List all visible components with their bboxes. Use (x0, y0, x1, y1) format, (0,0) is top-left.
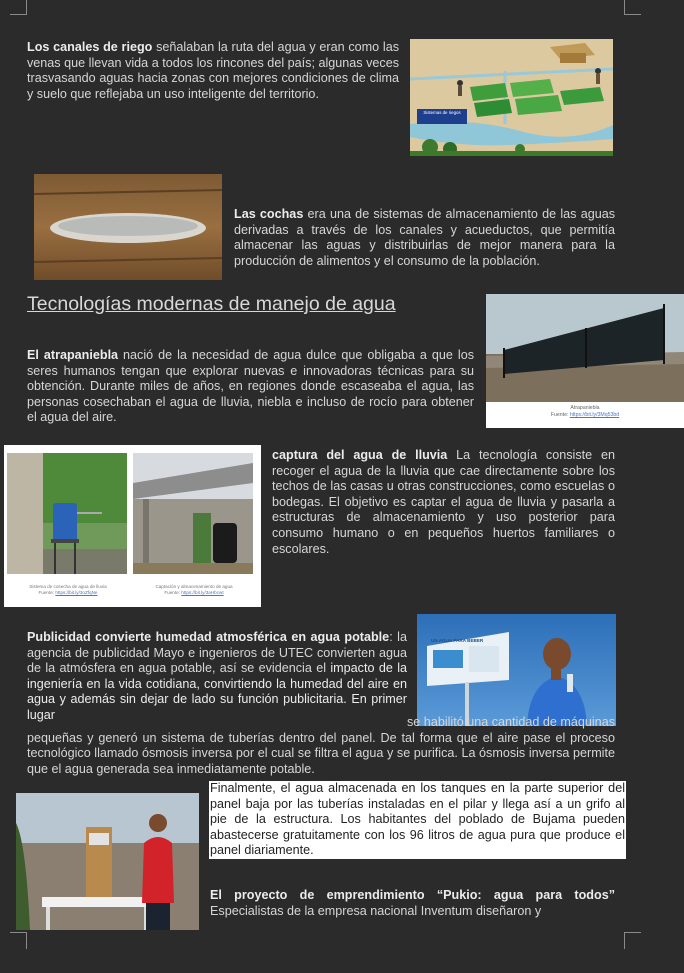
cochas-text: era una de sistemas de almacenamiento de las aguas derivadas a través de los canales y acueductos, que permitía almacenar las aguas y distribuirlas de mejor manera para la producción de alimentos y el consumo de la población. (234, 207, 616, 268)
rainwater-source-right (132, 590, 256, 596)
crop-mark-top-left (10, 0, 27, 15)
lluvia-text: La tecnología consiste en recoger el agua de la lluvia que cae directamente sobre los techos de las casas u otras construcciones, como escuelas o bodegas. El objetivo es captar el agua de lluvia y pasarla a estructuras de almacenamiento y uso posterior para consumo humano o en pequeños huertos familiares o escolares. (272, 448, 615, 556)
crop-mark-bottom-right (624, 932, 641, 949)
rainwater-figure (4, 445, 261, 607)
cochas-paragraph (234, 207, 615, 269)
fountain-photo-art (16, 793, 199, 930)
crop-mark-top-right (624, 0, 641, 15)
publicidad-text-1: : la agencia de publicidad Mayo e ingenieros de UTEC convierten agua de la atmósfera en agua potable, así se evidencia el (27, 630, 407, 676)
rainwater-caption-left-text: Sistema de cosecha de agua de lluvia (29, 584, 107, 589)
lluvia-lead: captura del agua de lluvia (272, 448, 448, 462)
pukio-lead: El proyecto de emprendimiento “Pukio: agua para todos” (210, 888, 615, 902)
rainwater-source-left-label: Fuente: (38, 590, 56, 595)
atrapaniebla-caption: Atrapaniebla (570, 405, 600, 411)
irrigation-sign (417, 109, 467, 124)
atrapaniebla-paragraph (27, 348, 474, 426)
pukio-paragraph (210, 888, 615, 919)
publicidad-paragraph-bottom (27, 715, 615, 777)
rainwater-photo-left (7, 453, 127, 574)
canales-lead: Los canales de riego (27, 40, 153, 54)
publicidad-lead: Publicidad convierte humedad atmosférica en agua potable (27, 630, 390, 644)
cocha-photo-art (34, 174, 222, 280)
irrigation-illustration (410, 39, 613, 156)
lluvia-paragraph (272, 448, 615, 557)
publicidad-paragraph-top (27, 630, 407, 724)
atrapaniebla-source-link[interactable]: https://bit.ly/3Mq53bd (569, 412, 620, 418)
atrapaniebla-figure (486, 294, 684, 428)
publicidad-bold: impacto de la ingeniería en la vida cotidiana, convirtiendo la humedad del aire en agua y además sin dejar de lado su función publicitaria. En primer lugar (27, 661, 408, 722)
section-heading: Tecnologías modernas de manejo de agua (27, 293, 396, 315)
rainwater-caption-right (132, 584, 256, 596)
rainwater-source-left-link[interactable]: https://bit.ly/3oZfqNe (55, 590, 98, 595)
rainwater-caption-left (6, 584, 130, 596)
atrapaniebla-text: nació de la necesidad de agua dulce que obligaba a que los seres humanos tengan que explorar nuevas e innovadoras técnicas para su obtención. Durante miles de años, en regiones donde escaseaba el agua, las personas cosechaban el agua de lluvia, niebla e incluso de rocío para obtener el agua del aire. (27, 348, 475, 425)
fountain-photo (16, 793, 199, 930)
atrapaniebla-source-label: Fuente: (550, 412, 570, 418)
rainwater-source-left (6, 590, 130, 596)
atrapaniebla-caption-block (486, 405, 684, 419)
canales-text: señalaban la ruta del agua y eran como las venas que llevan vida a todos los rincones del país; algunas veces trasvasando aguas hacia zonas con mejores condiciones de clima y suelo que reflejaba un uso inteligente del territorio. (27, 40, 399, 101)
rainwater-photo-right (133, 453, 253, 574)
irrigation-illustration-art (410, 39, 613, 156)
cochas-lead: Las cochas (234, 207, 304, 221)
rainwater-source-right-link[interactable]: https://bit.ly/3aHbcwt (181, 590, 224, 595)
irrigation-sign-text: Sistemas de riegos (423, 110, 461, 115)
canales-paragraph (27, 40, 399, 102)
rainwater-caption-right-text: Captación y almacenamiento de agua (155, 584, 233, 589)
pukio-text: Especialistas de la empresa nacional Inventum diseñaron y (210, 903, 542, 918)
atrapaniebla-photo (486, 294, 684, 402)
billboard-photo-art (417, 614, 616, 726)
rainwater-source-right-label: Fuente: (164, 590, 182, 595)
cocha-photo (34, 174, 222, 280)
final-paragraph (209, 781, 626, 859)
final-text: Finalmente, el agua almacenada en los tanques en la parte superior del panel baja por las tuberías instaladas en el pilar y llega así a un grifo al pie de la estructura. Los habitantes del poblado de Bujama pueden abastecerse gratuitamente con los 96 litros de agua pura que produce el panel diariamente. (210, 781, 625, 858)
atrapaniebla-source (486, 412, 684, 419)
billboard-text: UN AGUA PARA BEBER (431, 638, 484, 643)
crop-mark-bottom-left (10, 932, 27, 949)
publicidad-text-2: se habilitó una cantidad de máquinas pequeñas y generó un sistema de tuberías dentro del panel. De tal forma que el aire pase el proceso tecnológico llamado ósmosis inversa por el cual se filtra el agua y se purifica. La ósmosis inversa permite que el agua generada sea inmediatamente potable. (27, 715, 615, 776)
atrapaniebla-lead: El atrapaniebla (27, 348, 119, 362)
billboard-photo (417, 614, 616, 726)
